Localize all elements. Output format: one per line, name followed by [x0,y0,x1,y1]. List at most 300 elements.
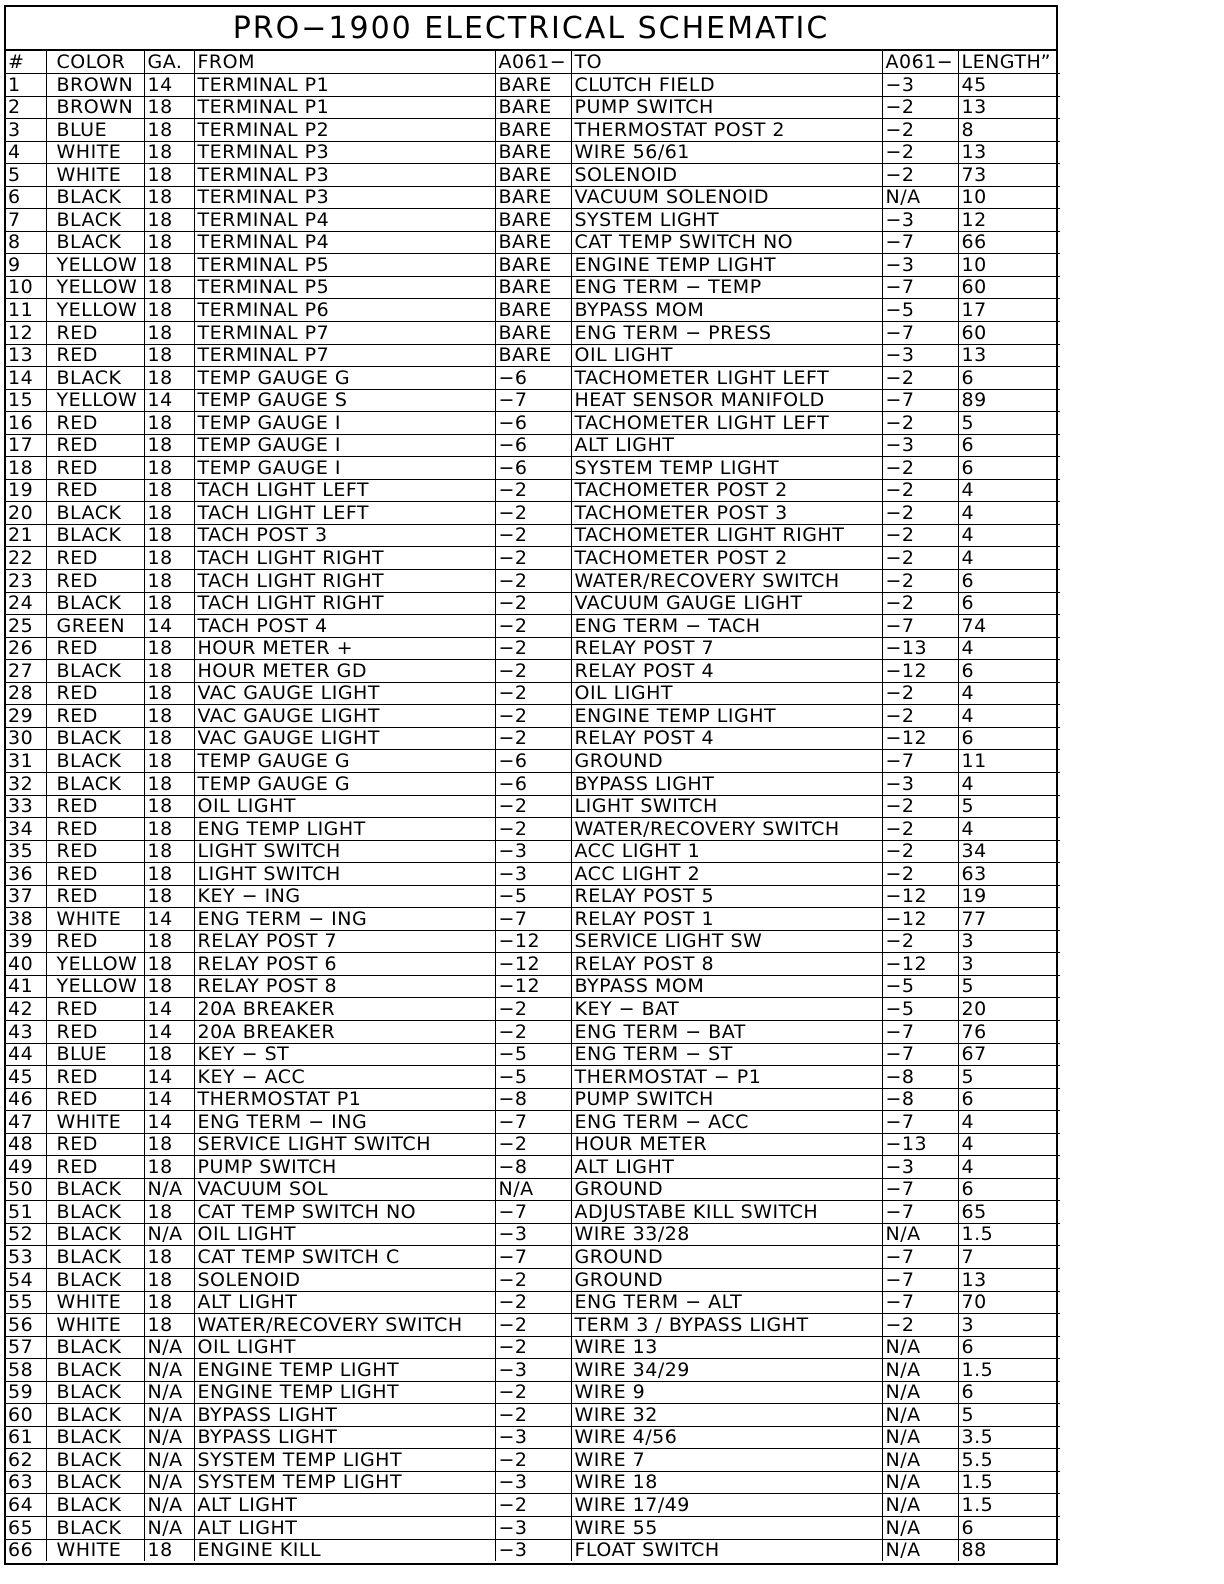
table-row [6,750,1060,773]
wire-gauge: N/A [144,1336,194,1359]
wire-length: 74 [958,615,1060,638]
wire-length: 6 [958,457,1060,480]
wire-length: 10 [958,254,1060,277]
wire-to: SYSTEM LIGHT [571,209,882,232]
table-row [6,863,1060,886]
wire-gauge: 18 [144,570,194,593]
wire-gauge: 14 [144,1066,194,1089]
wire-gauge: 18 [144,412,194,435]
wire-number: 24 [6,592,46,615]
wire-to: TACHOMETER LIGHT LEFT [571,412,882,435]
wire-a061-from: −2 [495,1268,571,1291]
wire-color: RED [46,434,144,457]
wire-color: WHITE [46,1539,144,1561]
wire-a061-to: −7 [882,322,958,345]
wire-length: 5 [958,1066,1060,1089]
table-row [6,1291,1060,1314]
wire-from: KEY − ST [194,1043,495,1066]
wire-to: ENG TERM − ACC [571,1111,882,1134]
wire-to: PUMP SWITCH [571,1088,882,1111]
wire-a061-to: −2 [882,682,958,705]
wire-length: 1.5 [958,1223,1060,1246]
wire-from: TERMINAL P2 [194,119,495,142]
wire-a061-to: −7 [882,615,958,638]
wire-color: BLUE [46,119,144,142]
wire-from: TEMP GAUGE S [194,389,495,412]
wire-a061-to: −2 [882,1314,958,1337]
wire-a061-to: N/A [882,1517,958,1540]
wire-color: BLACK [46,1404,144,1427]
wire-from: TERMINAL P4 [194,231,495,254]
wire-to: WATER/RECOVERY SWITCH [571,570,882,593]
wire-gauge: 18 [144,795,194,818]
wire-length: 13 [958,1268,1060,1291]
wire-to: ENGINE TEMP LIGHT [571,705,882,728]
table-row [6,795,1060,818]
wire-color: RED [46,570,144,593]
wire-to: WIRE 33/28 [571,1223,882,1246]
wire-to: OIL LIGHT [571,682,882,705]
wire-from: WATER/RECOVERY SWITCH [194,1314,495,1337]
wire-a061-to: −3 [882,74,958,97]
wire-from: OIL LIGHT [194,1223,495,1246]
wire-gauge: 18 [144,975,194,998]
wire-number: 9 [6,254,46,277]
col-header-a061-from: A061− [495,51,571,74]
wire-gauge: 18 [144,96,194,119]
table-row [6,615,1060,638]
wire-a061-to: −3 [882,434,958,457]
wire-gauge: 18 [144,1291,194,1314]
wire-length: 3 [958,1314,1060,1337]
wire-gauge: 18 [144,1043,194,1066]
wire-length: 8 [958,119,1060,142]
wire-length: 3 [958,953,1060,976]
table-row [6,344,1060,367]
wire-from: TEMP GAUGE G [194,750,495,773]
wire-a061-to: N/A [882,1404,958,1427]
wire-gauge: 18 [144,209,194,232]
wire-a061-from: −2 [495,682,571,705]
wire-number: 19 [6,479,46,502]
table-row [6,231,1060,254]
wire-color: RED [46,682,144,705]
wire-number: 54 [6,1268,46,1291]
wire-a061-to: −2 [882,570,958,593]
wire-to: SOLENOID [571,164,882,187]
wire-a061-from: −2 [495,1381,571,1404]
wire-a061-to: −12 [882,660,958,683]
wire-length: 4 [958,547,1060,570]
wire-color: RED [46,840,144,863]
wire-a061-from: −2 [495,524,571,547]
wire-to: WIRE 13 [571,1336,882,1359]
table-row [6,1494,1060,1517]
wire-gauge: 18 [144,727,194,750]
wire-to: VACUUM SOLENOID [571,186,882,209]
table-row [6,975,1060,998]
wire-a061-to: N/A [882,1223,958,1246]
wire-a061-to: −5 [882,975,958,998]
wire-color: YELLOW [46,389,144,412]
wire-number: 48 [6,1133,46,1156]
table-row [6,141,1060,164]
wire-number: 23 [6,570,46,593]
wire-a061-from: −12 [495,930,571,953]
wire-from: KEY − ING [194,885,495,908]
wire-a061-from: −2 [495,795,571,818]
wire-number: 14 [6,367,46,390]
wire-color: BLACK [46,1246,144,1269]
wire-a061-to: −13 [882,1133,958,1156]
table-row [6,74,1060,97]
wire-to: BYPASS LIGHT [571,772,882,795]
wire-from: SOLENOID [194,1268,495,1291]
table-row [6,953,1060,976]
wire-from: TERMINAL P6 [194,299,495,322]
wire-a061-from: −2 [495,502,571,525]
wire-number: 3 [6,119,46,142]
wire-to: TACHOMETER LIGHT LEFT [571,367,882,390]
wire-color: BLACK [46,1178,144,1201]
table-row [6,908,1060,931]
table-row [6,1201,1060,1224]
wire-a061-to: −2 [882,930,958,953]
wire-number: 33 [6,795,46,818]
wire-number: 28 [6,682,46,705]
wire-gauge: 18 [144,276,194,299]
wire-a061-to: −2 [882,96,958,119]
wire-from: BYPASS LIGHT [194,1404,495,1427]
wire-number: 16 [6,412,46,435]
wire-a061-from: −5 [495,885,571,908]
wire-a061-from: −3 [495,1517,571,1540]
wire-to: ENGINE TEMP LIGHT [571,254,882,277]
table-row [6,119,1060,142]
wire-length: 73 [958,164,1060,187]
wire-number: 17 [6,434,46,457]
wire-a061-from: −12 [495,953,571,976]
wire-to: RELAY POST 8 [571,953,882,976]
wire-length: 66 [958,231,1060,254]
wire-number: 13 [6,344,46,367]
wire-a061-to: N/A [882,1381,958,1404]
wire-to: WIRE 55 [571,1517,882,1540]
wire-number: 12 [6,322,46,345]
table-row [6,1359,1060,1382]
wire-a061-from: BARE [495,344,571,367]
table-row [6,885,1060,908]
wire-a061-to: −5 [882,998,958,1021]
wire-a061-to: N/A [882,1359,958,1382]
wire-from: ENG TERM − ING [194,908,495,931]
wire-length: 6 [958,1336,1060,1359]
wire-table [6,51,1060,1561]
wire-a061-to: −2 [882,524,958,547]
wire-a061-from: −3 [495,1223,571,1246]
wire-gauge: 18 [144,863,194,886]
wire-length: 60 [958,276,1060,299]
wire-length: 13 [958,344,1060,367]
wire-to: ALT LIGHT [571,1156,882,1179]
wire-color: BLACK [46,750,144,773]
wire-a061-to: −7 [882,231,958,254]
wire-length: 6 [958,592,1060,615]
wire-to: WIRE 4/56 [571,1426,882,1449]
table-row [6,164,1060,187]
wire-length: 4 [958,1156,1060,1179]
wire-a061-to: −7 [882,1246,958,1269]
wire-a061-from: −6 [495,434,571,457]
wire-from: OIL LIGHT [194,1336,495,1359]
wire-length: 6 [958,727,1060,750]
wire-a061-from: −3 [495,863,571,886]
wire-a061-to: −2 [882,367,958,390]
table-row [6,998,1060,1021]
wire-number: 49 [6,1156,46,1179]
wire-color: RED [46,412,144,435]
wire-gauge: 18 [144,818,194,841]
wire-to: KEY − BAT [571,998,882,1021]
wire-number: 39 [6,930,46,953]
wire-to: CAT TEMP SWITCH NO [571,231,882,254]
wire-color: RED [46,1066,144,1089]
wire-a061-from: BARE [495,299,571,322]
wire-from: 20A BREAKER [194,998,495,1021]
wire-number: 44 [6,1043,46,1066]
wire-a061-from: −6 [495,367,571,390]
wire-a061-from: −2 [495,1314,571,1337]
wire-to: ALT LIGHT [571,434,882,457]
wire-gauge: 18 [144,502,194,525]
wire-to: RELAY POST 4 [571,660,882,683]
wire-from: LIGHT SWITCH [194,863,495,886]
wire-from: PUMP SWITCH [194,1156,495,1179]
wire-number: 8 [6,231,46,254]
wire-to: RELAY POST 5 [571,885,882,908]
wire-gauge: 18 [144,682,194,705]
wire-color: YELLOW [46,975,144,998]
wire-a061-from: N/A [495,1178,571,1201]
wire-number: 21 [6,524,46,547]
wire-length: 34 [958,840,1060,863]
wire-from: TERMINAL P3 [194,186,495,209]
wire-length: 4 [958,502,1060,525]
table-row [6,727,1060,750]
wire-from: RELAY POST 8 [194,975,495,998]
col-header-to: TO [571,51,882,74]
table-row [6,1066,1060,1089]
wire-number: 26 [6,637,46,660]
wire-color: RED [46,1133,144,1156]
wire-length: 6 [958,660,1060,683]
table-row [6,592,1060,615]
wire-a061-from: −2 [495,547,571,570]
wire-length: 76 [958,1020,1060,1043]
wire-a061-from: BARE [495,276,571,299]
table-row [6,1043,1060,1066]
wire-length: 70 [958,1291,1060,1314]
wire-a061-from: −6 [495,457,571,480]
wire-to: GROUND [571,750,882,773]
wire-number: 45 [6,1066,46,1089]
wire-a061-from: BARE [495,164,571,187]
wire-from: ENG TERM − ING [194,1111,495,1134]
wire-a061-from: BARE [495,186,571,209]
schematic-sheet [4,5,1058,1565]
table-row [6,1133,1060,1156]
wire-a061-to: −2 [882,479,958,502]
wire-gauge: 14 [144,908,194,931]
wire-a061-from: BARE [495,96,571,119]
wire-a061-to: −7 [882,1020,958,1043]
wire-from: CAT TEMP SWITCH C [194,1246,495,1269]
table-row [6,930,1060,953]
wire-color: RED [46,705,144,728]
wire-gauge: 18 [144,367,194,390]
wire-number: 62 [6,1449,46,1472]
wire-a061-from: −7 [495,908,571,931]
wire-from: VACUUM SOL [194,1178,495,1201]
wire-a061-from: −3 [495,1426,571,1449]
wire-gauge: N/A [144,1517,194,1540]
wire-color: BLACK [46,1268,144,1291]
wire-to: RELAY POST 1 [571,908,882,931]
wire-length: 89 [958,389,1060,412]
table-row [6,479,1060,502]
table-row [6,254,1060,277]
wire-a061-to: −2 [882,840,958,863]
wire-a061-to: N/A [882,1449,958,1472]
wire-color: RED [46,1020,144,1043]
wire-to: ENG TERM − PRESS [571,322,882,345]
wire-number: 41 [6,975,46,998]
wire-to: TACHOMETER POST 2 [571,479,882,502]
wire-gauge: 18 [144,930,194,953]
wire-number: 51 [6,1201,46,1224]
wire-to: THERMOSTAT − P1 [571,1066,882,1089]
wire-color: BLACK [46,1517,144,1540]
wire-a061-to: −2 [882,164,958,187]
wire-a061-from: −2 [495,592,571,615]
wire-color: BLACK [46,502,144,525]
wire-from: TACH LIGHT LEFT [194,502,495,525]
wire-color: RED [46,322,144,345]
wire-to: TACHOMETER POST 2 [571,547,882,570]
wire-from: TERMINAL P4 [194,209,495,232]
wire-length: 4 [958,1111,1060,1134]
wire-to: ACC LIGHT 1 [571,840,882,863]
wire-a061-from: BARE [495,322,571,345]
wire-number: 63 [6,1471,46,1494]
wire-a061-to: −12 [882,908,958,931]
table-row [6,1088,1060,1111]
table-row [6,818,1060,841]
wire-number: 10 [6,276,46,299]
wire-number: 15 [6,389,46,412]
wire-gauge: 18 [144,299,194,322]
table-row [6,547,1060,570]
wire-from: HOUR METER + [194,637,495,660]
wire-gauge: 18 [144,254,194,277]
wire-length: 13 [958,96,1060,119]
wire-number: 22 [6,547,46,570]
wire-number: 7 [6,209,46,232]
wire-a061-to: −2 [882,795,958,818]
wire-to: WIRE 18 [571,1471,882,1494]
wire-gauge: 18 [144,547,194,570]
wire-gauge: N/A [144,1426,194,1449]
wire-to: ENG TERM − ST [571,1043,882,1066]
wire-gauge: N/A [144,1381,194,1404]
wire-from: TERMINAL P1 [194,74,495,97]
wire-from: TERMINAL P5 [194,254,495,277]
wire-color: RED [46,637,144,660]
table-row [6,772,1060,795]
wire-length: 1.5 [958,1471,1060,1494]
wire-number: 64 [6,1494,46,1517]
wire-from: 20A BREAKER [194,1020,495,1043]
wire-number: 46 [6,1088,46,1111]
table-row [6,299,1060,322]
wire-to: ENG TERM − TACH [571,615,882,638]
wire-gauge: 14 [144,615,194,638]
wire-to: ACC LIGHT 2 [571,863,882,886]
wire-color: RED [46,344,144,367]
wire-length: 1.5 [958,1494,1060,1517]
wire-color: RED [46,457,144,480]
table-row [6,682,1060,705]
wire-number: 38 [6,908,46,931]
wire-from: TACH LIGHT RIGHT [194,592,495,615]
wire-from: ALT LIGHT [194,1494,495,1517]
wire-a061-to: −8 [882,1088,958,1111]
wire-to: FLOAT SWITCH [571,1539,882,1561]
wire-length: 6 [958,434,1060,457]
col-header-from: FROM [194,51,495,74]
wire-color: BLACK [46,1449,144,1472]
wire-from: TERMINAL P3 [194,164,495,187]
wire-color: BLACK [46,1336,144,1359]
wire-to: WIRE 9 [571,1381,882,1404]
wire-a061-to: −7 [882,1178,958,1201]
table-row [6,1404,1060,1427]
wire-number: 37 [6,885,46,908]
wire-number: 57 [6,1336,46,1359]
wire-color: RED [46,1088,144,1111]
wire-a061-from: −2 [495,818,571,841]
table-row [6,276,1060,299]
wire-a061-from: −2 [495,660,571,683]
wire-gauge: 18 [144,434,194,457]
wire-gauge: 18 [144,164,194,187]
wire-a061-to: −2 [882,547,958,570]
wire-to: CLUTCH FIELD [571,74,882,97]
table-row [6,1246,1060,1269]
wire-a061-from: −3 [495,840,571,863]
col-header-a061-to: A061− [882,51,958,74]
wire-from: CAT TEMP SWITCH NO [194,1201,495,1224]
wire-number: 60 [6,1404,46,1427]
wire-color: BLACK [46,231,144,254]
wire-length: 45 [958,74,1060,97]
wire-length: 12 [958,209,1060,232]
wire-length: 5 [958,975,1060,998]
wire-color: BLUE [46,1043,144,1066]
wire-length: 6 [958,367,1060,390]
wire-a061-from: BARE [495,74,571,97]
wire-a061-from: BARE [495,141,571,164]
